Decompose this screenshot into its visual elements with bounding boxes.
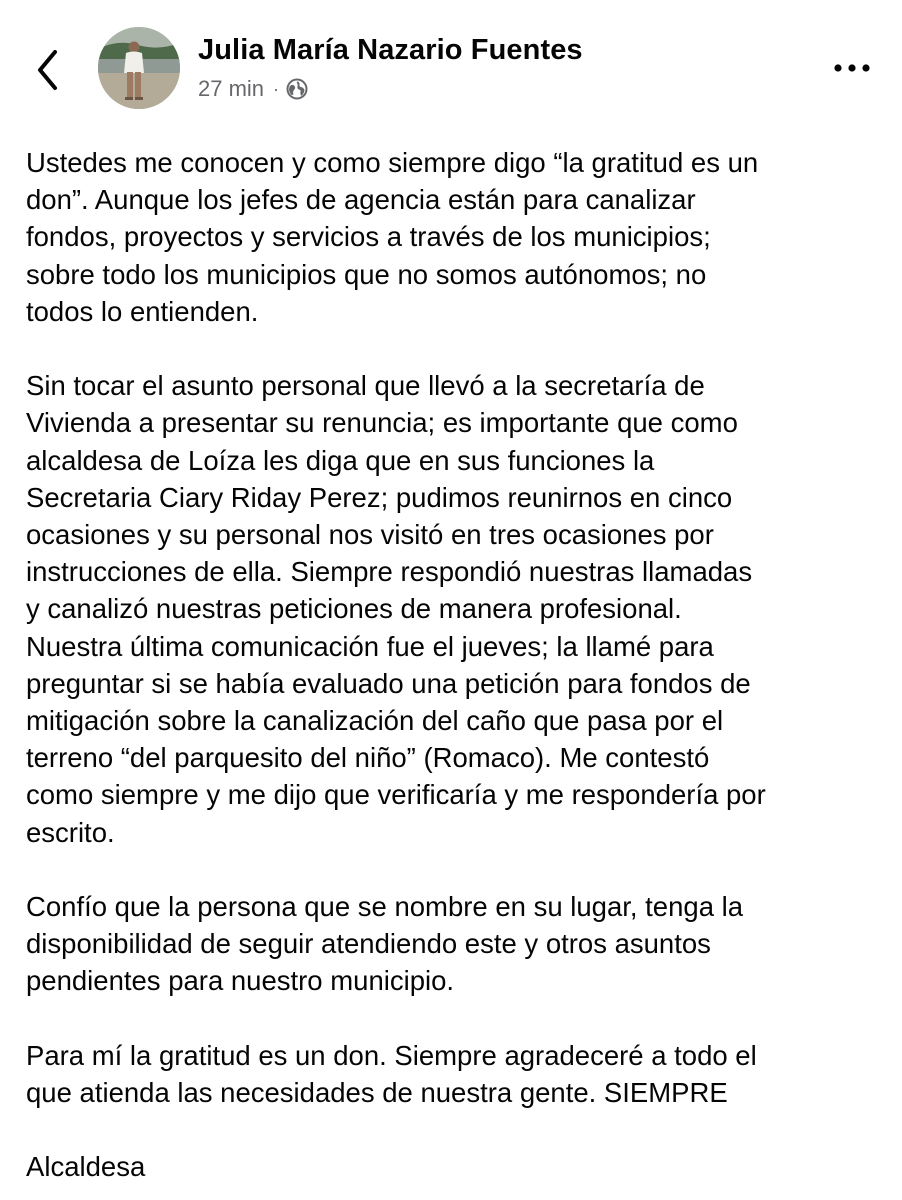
avatar-photo [98, 27, 180, 109]
post-text [26, 144, 888, 1186]
post-signature: Alcaldesa [26, 1151, 146, 1183]
meta-separator: · [273, 78, 280, 99]
author-name[interactable]: Julia María Nazario Fuentes [198, 34, 583, 66]
post-paragraph: Ustedes me conocen y como siempre digo “la gratitud es un don”. Aunque los jefes de agencia están para canalizar fondos, proyectos y servicios a través de los municipios; sobre todo los municipios que no somos autónomos; no todos lo entienden. [26, 147, 759, 327]
post-timestamp[interactable]: 27 min [198, 76, 265, 101]
post-paragraph: Para mí la gratitud es un don. Siempre agradeceré a todo el que atienda las necesidades de nuestra gente. SIEMPRE [26, 1039, 757, 1109]
post-meta [198, 74, 308, 104]
post-header [0, 0, 902, 130]
more-options-button[interactable] [830, 58, 874, 78]
post-paragraph: Sin tocar el asunto personal que llevó a la secretaría de Vivienda a presentar su renuncia; es importante que como alcaldesa de Loíza les diga que en sus funciones la Secretaria Ciary Riday Perez; pudimos reunirnos en cinco ocasiones y su personal nos visitó en tres ocasiones por instrucciones de ella. Siempre respondió nuestras llamadas y canalizó nuestras peticiones de manera profesional. Nuestra última comunicación fue el jueves; la llamé para preguntar si se había evaluado una petición para fondos de mitigación sobre la canalización del caño que pasa por el terreno “del parquesito del niño” (Romaco). Me contestó como siempre y me dijo que verificaría y me respondería por escrito. [26, 370, 766, 848]
chevron-left-icon [35, 48, 61, 92]
avatar[interactable] [98, 27, 180, 109]
globe-icon [286, 78, 308, 100]
more-dots-icon [832, 63, 872, 73]
post-paragraph: Confío que la persona que se nombre en su lugar, tenga la disponibilidad de seguir atendiendo este y otros asuntos pendientes para nuestro municipio. [26, 891, 744, 997]
back-button[interactable] [28, 44, 68, 96]
